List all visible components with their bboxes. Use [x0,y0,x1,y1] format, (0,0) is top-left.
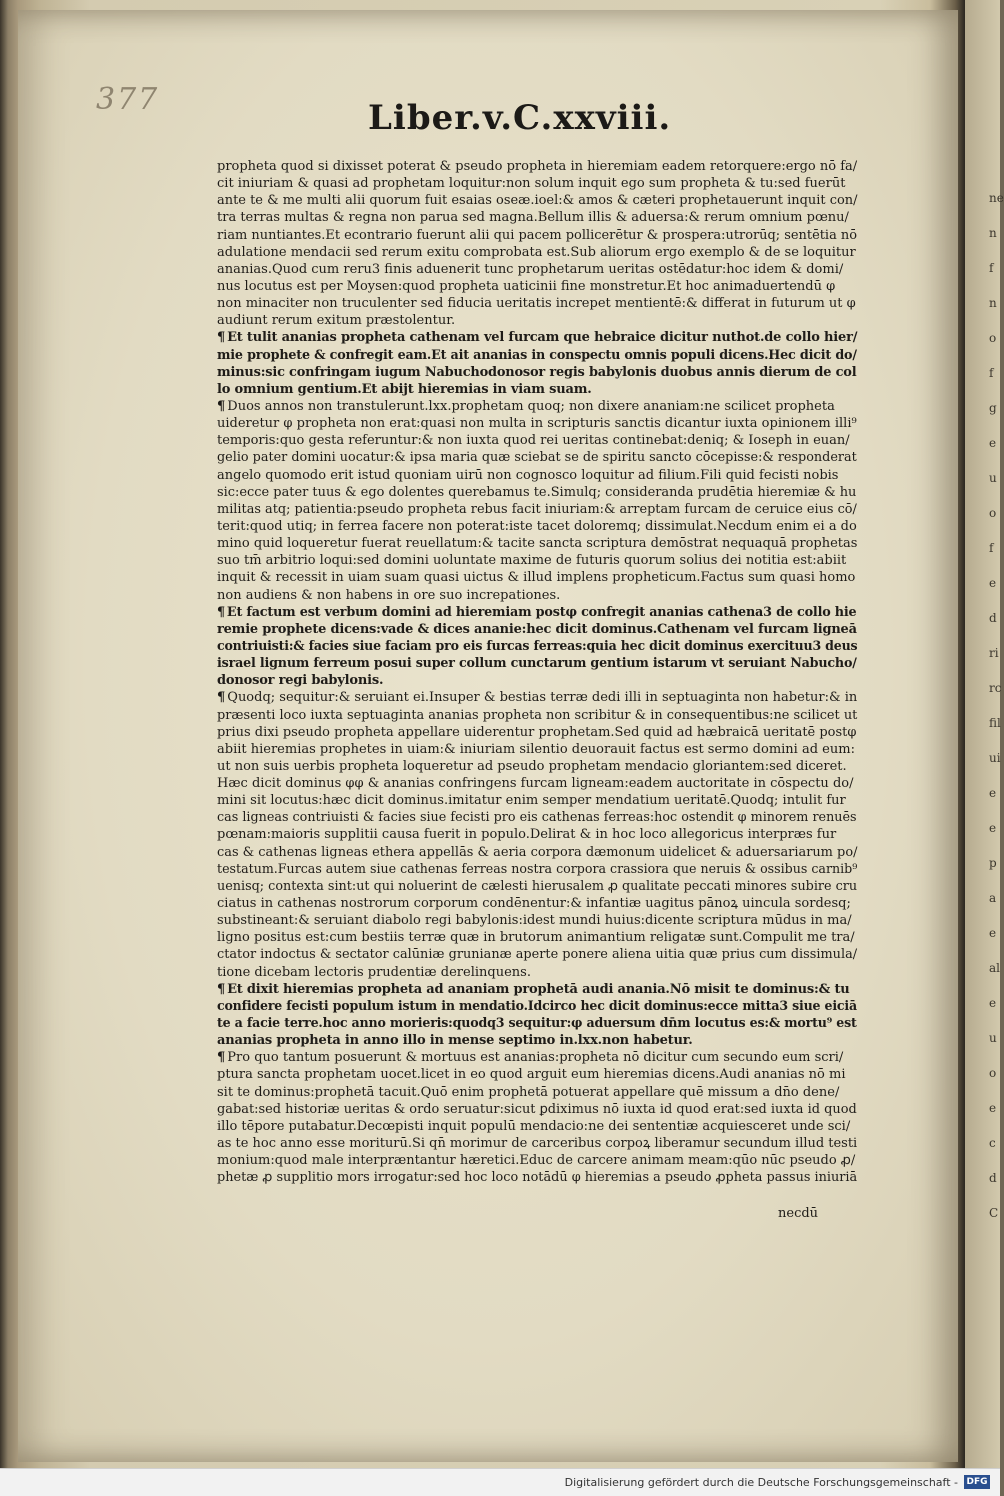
paragraph-mark-icon: ¶ [217,1050,226,1066]
text-line-content: mie prophete & confregit eam.Et ait ananias in conspectu omnis populi dicens.Hec dicit do/ [217,347,857,363]
text-line-content: non minaciter non truculenter sed fiducia ueritatis increpet mentientē:& differat in futurum ut φ [217,296,856,312]
text-line-content: substineant:& seruiant diabolo regi babylonis:idest mundi huius:dicente scriptura mūdus in ma/ [217,913,852,929]
text-line-content: gelio pater domini uocatur:& ipsa maria quæ sciebat se de spiritu sancto cōcepisse:& responderat [217,450,857,466]
text-line [217,707,857,724]
text-line [217,192,857,209]
text-line-content: ananias propheta in anno illo in mense septimo in.lxx.non habetur. [217,1033,693,1049]
text-line-content: pœnam:maioris supplitii causa fuerit in populo.Delirat & in hoc loco allegoricus interpræs fur [217,827,837,843]
text-line-content: confidere fecisti populum istum in mendatio.Idcirco hec dicit dominus:ecce mitta3 siue eiciā [217,998,857,1014]
page-header: Liber.v.C.xxviii. [368,98,672,138]
text-line-content: remie prophete dicens:vade & dices ananie:hec dicit dominus.Cathenam vel furcam ligneā [217,621,857,637]
text-line-content: uenisq; contexta sint:ut qui noluerint de cælesti hierusalem ꝓ qualitate peccati minores subire cru [217,878,858,894]
text-line-content: ante te & me multi alii quorum fuit esaias oseæ.ioel:& amos & cæteri prophetauerunt inquit con/ [217,193,858,209]
text-line [217,621,857,638]
text-line-content: ctator indoctus & sectator calūniæ grunianæ aperte ponere aliena uitia quæ prius cum dissimula/ [217,947,858,963]
facing-page-fragment: ui [989,751,1001,765]
text-line-content: ciatus in cathenas nostrorum corporum condēnentur:& infantiæ uagitus pānoꝝ uincula sordesq; [217,896,851,912]
text-line-content: ptura sancta prophetam uocet.licet in eo quod arguit eum hieremias dicens.Audi ananias nō mi [217,1067,846,1083]
paragraph-mark-icon: ¶ [217,330,226,346]
text-line-content: as te hoc anno esse moriturū.Si qn̄ morimur de carceribus corpoꝝ liberamur secundum illud testi [217,1136,858,1152]
text-line [217,552,857,569]
text-line [217,1032,857,1049]
text-line [217,209,857,226]
text-line [217,929,857,946]
text-line-content: sic:ecce pater tuus & ego dolentes querebamus te.Simulq; consideranda prudētia hieremiæ & hu [217,484,857,500]
text-line [217,501,857,518]
facing-page-fragment: ri [989,646,999,660]
text-line-content: minus:sic confringam iugum Nabuchodonosor regis babylonis duobus annis dierum de col [217,364,857,380]
text-line [217,792,857,809]
text-line [217,1049,857,1066]
facing-page-fragment: e [989,996,997,1010]
facing-page-fragment: o [989,331,997,345]
facing-page-fragment: n [989,296,997,310]
text-line [217,175,857,192]
text-line-content: cas ligneas contriuisti & facies siue fecisti pro eis cathenas ferreas:hoc ostendit φ minorem renuēs [217,810,857,826]
paragraph-mark-icon: ¶ [217,604,225,620]
text-line-content: Et factum est verbum domini ad hieremiam postφ confregit ananias cathena3 de collo hie [226,604,857,620]
text-line [217,964,857,981]
text-line-content: prius dixi pseudo propheta appellare uiderentur prophetam.Sed quid ad hæbraicā ueritatē postφ [217,724,857,740]
facing-page-fragment: f [989,366,994,380]
text-line-content: Quodq; sequitur:& seruiant ei.Insuper & bestias terræ dedi illi in septuaginta non habetur:& in [227,690,858,706]
text-line [217,1015,857,1032]
text-line [217,587,857,604]
text-line-content: lo omnium gentium.Et abijt hieremias in viam suam. [217,381,592,397]
facing-page-fragment: e [989,436,997,450]
text-line-content: mini sit locutus:hæc dicit dominus.imitatur enim semper mendatium ueritatē.Quodq; intulit fur [217,793,846,809]
text-line [217,364,857,381]
text-line [217,535,857,552]
text-line-content: sit te dominus:prophetā tacuit.Quō enim prophetā potuerat appellare quē missum a dn̄o dene/ [217,1084,840,1100]
text-line-content: riam nuntiantes.Et econtrario fuerunt alii qui pacem pollicerētur & prospera:utrorūq; sentētia nō [217,227,858,243]
text-line [217,1118,857,1135]
text-line [217,878,857,895]
facing-page-fragment: e [989,1101,997,1115]
facing-page-fragment: o [989,1066,997,1080]
text-line [217,398,857,415]
facing-page-fragment: al [989,961,1000,975]
text-line [217,689,857,706]
text-line [217,775,857,792]
text-line [217,672,857,689]
text-line-content: Duos annos non transtulerunt.lxx.prophetam quoq; non dixere ananiam:ne scilicet propheta [227,398,835,414]
text-line-content: terit:quod utiq; in ferrea facere non poterat:iste tacet doloremq; dissimulat.Necdum enim ei a do [217,518,857,534]
text-line-content: contriuisti:& facies siue faciam pro eis furcas ferreas:quia hec dicit dominus exercituu3 deus [217,638,858,654]
text-line-content: ut non suis uerbis propheta loqueretur ad pseudo prophetam mendacio gloriantem:sed diceret. [217,758,847,774]
text-line-content: præsenti loco iuxta septuaginta ananias propheta non scribitur & in consequentibus:ne scilicet ut [217,707,858,723]
text-line [217,724,857,741]
text-line [217,912,857,929]
facing-page-edge [965,0,1004,1468]
text-line [217,347,857,364]
facing-page-fragment: o [989,506,997,520]
text-line-content: Et dixit hieremias propheta ad ananiam prophetā audi anania.Nō misit te dominus:& tu [227,981,850,997]
footer-bar [0,1468,1000,1496]
text-line-content: phetæ ꝓ supplitio mors irrogatur:sed hoc loco notādū φ hieremias a pseudo ꝓpheta passus iniuriā [217,1170,858,1186]
text-line [217,981,857,998]
facing-page-fragment: e [989,926,997,940]
main-text-block [217,158,857,1186]
facing-page-fragment: n [989,226,997,240]
facing-page-fragment: u [989,1031,997,1045]
text-line-content: uideretur φ propheta non erat:quasi non multa in scripturis sanctis dicantur iuxta opinionem illi⁹ [217,416,857,432]
text-line [217,826,857,843]
facing-page-fragment: C [989,1206,999,1220]
facing-page-fragment: d [989,1171,997,1185]
facing-page-fragment: e [989,576,997,590]
catchword: necdū [778,1206,819,1221]
text-line [217,758,857,775]
facing-page-fragment: rc [989,681,1002,695]
text-line [217,638,857,655]
facing-page-fragment: f [989,541,994,555]
text-line-content: Hæc dicit dominus φφ & ananias confringens furcam ligneam:eadem auctoritate in cōspectu do/ [217,776,854,792]
text-line-content: nus locutus est per Moysen:quod propheta uaticinii fine monstretur.Et hoc animaduertendū φ [217,278,836,294]
text-line [217,741,857,758]
text-line [217,244,857,261]
text-line-content: propheta quod si dixisset poterat & pseudo propheta in hieremiam eadem retorquere:ergo nō fa/ [217,159,858,174]
text-line-content: donosor regi babylonis. [217,673,384,689]
text-line [217,946,857,963]
text-line [217,895,857,912]
text-line [217,467,857,484]
text-line-content: Et tulit ananias propheta cathenam vel furcam que hebraice dicitur nuthot.de collo hier/ [227,330,858,346]
text-line-content: gabat:sed historiæ ueritas & ordo seruatur:sicut ꝑdiximus nō iuxta id quod erat:sed iuxta id quod [217,1101,857,1117]
facing-page-fragment: p [989,856,997,870]
text-line-content: cit iniuriam & quasi ad prophetam loquitur:non solum inquit ego sum propheta & tu:sed fuerūt [217,176,846,192]
text-line-content: temporis:quo gesta referuntur:& non iuxta quod rei ueritas continebat:deniq; & Ioseph in euan/ [217,433,850,449]
text-line [217,381,857,398]
facing-page-fragment: a [989,891,997,905]
paragraph-mark-icon: ¶ [217,398,226,414]
text-line-content: audiunt rerum exitum præstolentur. [217,313,456,329]
facing-page-fragment: e [989,786,997,800]
footer-credit: Digitalisierung gefördert durch die Deutsche Forschungsgemeinschaft - [564,1476,958,1489]
text-line [217,295,857,312]
text-line-content: inquit & recessit in uiam suam quasi uictus & illud implens propheticum.Factus sum quasi homo [217,570,856,586]
text-line-content: monium:quod male interpræntantur hæretici.Educ de carcere animam meam:qūo nūc pseudo ꝓ/ [217,1153,856,1169]
text-line [217,158,857,175]
facing-page-fragment: g [989,401,997,415]
facing-page-fragment: fil [989,716,1001,730]
text-line-content: militas atq; patientia:pseudo propheta rebus facit iniuriam:& arreptam furcam de ceruice eius cō/ [217,501,857,517]
text-line [217,1101,857,1118]
text-line-content: adulatione mendacii sed rerum exitu comprobata est.Sub aliorum ergo exemplo & de se loquitur [217,244,856,260]
text-line-content: tra terras multas & regna non parua sed magna.Bellum illis & aduersa:& rerum omnium pœnu/ [217,210,849,226]
text-line [217,569,857,586]
text-line-content: ananias.Quod cum reru3 finis aduenerit tunc prophetarum ueritas ostēdatur:hoc idem & domi/ [217,261,844,277]
text-line-content: tione dicebam lectoris prudentiæ derelinquens. [217,964,531,980]
text-line [217,844,857,861]
text-line-content: ligno positus est:cum bestiis terræ quæ in brutorum animantium religatæ sunt.Compulit me tra/ [217,930,855,946]
text-line [217,518,857,535]
text-line-content: suo tm̄ arbitrio loqui:sed domini uoluntate maxime de futuris quorum solius dei notitia est:abiit [217,553,847,569]
paragraph-mark-icon: ¶ [217,690,226,706]
facing-page-fragment: f [989,261,994,275]
text-line-content: non audiens & non habens in ore suo increpationes. [217,587,561,603]
text-line-content: israel lignum ferreum posui super collum cunctarum gentium istarum vt seruiant Nabucho/ [217,656,857,672]
text-line [217,449,857,466]
text-line [217,861,857,878]
text-line [217,278,857,295]
text-line [217,809,857,826]
facing-page-fragment: ne [989,191,1004,205]
text-line [217,998,857,1015]
facing-page-fragment: u [989,471,997,485]
paragraph-mark-icon: ¶ [217,981,226,997]
text-line [217,1152,857,1169]
text-line-content: mino quid loqueretur fuerat reuellatum:& tacite sancta scriptura demōstrat nequaquā prophetas [217,536,858,552]
text-line [217,329,857,346]
text-line [217,1066,857,1083]
facing-page-fragment: d [989,611,997,625]
text-line-content: cas & cathenas ligneas ethera appellās & aeria corpora dæmonum uidelicet & aduersariarum po/ [217,844,858,860]
text-line-content: te a facie terre.hoc anno morieris:quodq3 sequitur:φ aduersum dn̄m locutus es:& mortu⁹ est [217,1016,857,1032]
text-line [217,261,857,278]
text-line [217,1135,857,1152]
text-line-content: abiit hieremias prophetes in uiam:& iniuriam silentio deuorauit factus est sermo domini ad eum: [217,741,855,757]
text-line [217,484,857,501]
text-line-content: Pro quo tantum posuerunt & mortuus est ananias:propheta nō dicitur cum secundo eum scri/ [227,1050,844,1066]
text-line [217,655,857,672]
text-line [217,312,857,329]
facing-page-fragment: e [989,821,997,835]
text-line [217,415,857,432]
text-line [217,604,857,621]
text-line-content: illo tēpore putabatur.Decœpisti inquit populū mendacio:ne dei sententiæ acquiesceret unde sci/ [217,1118,851,1134]
dfg-logo: DFG [964,1475,990,1489]
text-line [217,1169,857,1186]
text-line-content: angelo quomodo erit istud quoniam uirū non cognosco loquitur ad filium.Fili quid fecisti nobis [217,467,839,483]
facing-page-fragment: c [989,1136,996,1150]
text-line-content: testatum.Furcas autem siue cathenas ferreas nostra corpora crassiora que neruis & ossibus carnib⁹ [217,861,858,877]
text-line [217,227,857,244]
text-line [217,1084,857,1101]
text-line [217,432,857,449]
folio-number: 377 [96,82,160,117]
